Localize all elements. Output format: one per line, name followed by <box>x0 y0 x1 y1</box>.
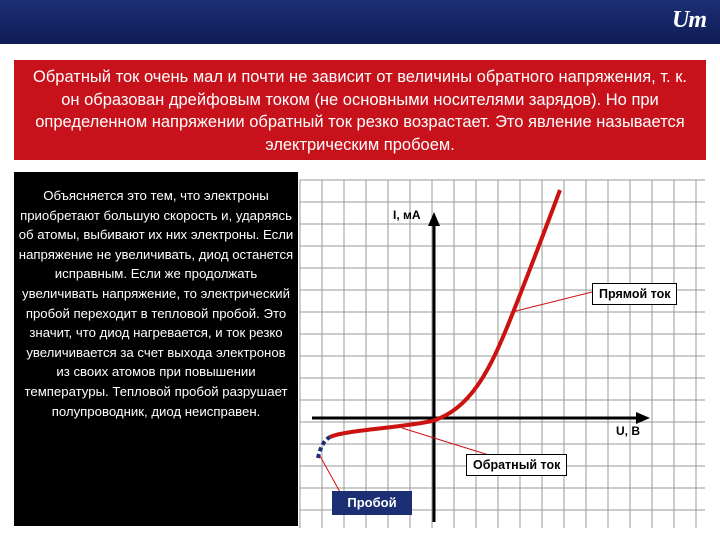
reverse-current-label: Обратный ток <box>466 454 567 476</box>
breakdown-pointer <box>320 456 340 492</box>
y-axis-arrow <box>428 212 440 226</box>
breakdown-segment <box>318 437 330 458</box>
breakdown-label: Пробой <box>332 491 412 515</box>
y-axis-label: I, мА <box>393 208 421 222</box>
forward-pointer <box>512 292 592 312</box>
forward-current-label: Прямой ток <box>592 283 677 305</box>
explanation-text-box: Объясняется это тем, что электроны приобретают большую скорость и, ударяясь об атомы, выбивают их них электроны. Если напряжение не увеличивать, диод останется исправным. Если же продолжать увеличивать напряжение, то электрический пробой переходит в тепловой пробой. Это значит, что диод нагревается, и ток резко увеличивается за счет выхода электронов из своих атомов при повышении температуры. Тепловой пробой разрушает полупроводник, диод неисправен. <box>14 172 298 526</box>
intro-text-box: Обратный ток очень мал и почти не зависит от величины обратного напряжения, т. к. он образован дрейфовым током (не основными носителями зарядов). Но при определенном напряжении обратный ток резко возрастает. Это явление называется электрическим пробоем. <box>14 60 706 160</box>
logo: Um <box>672 7 706 33</box>
x-axis-label: U, В <box>616 424 640 438</box>
